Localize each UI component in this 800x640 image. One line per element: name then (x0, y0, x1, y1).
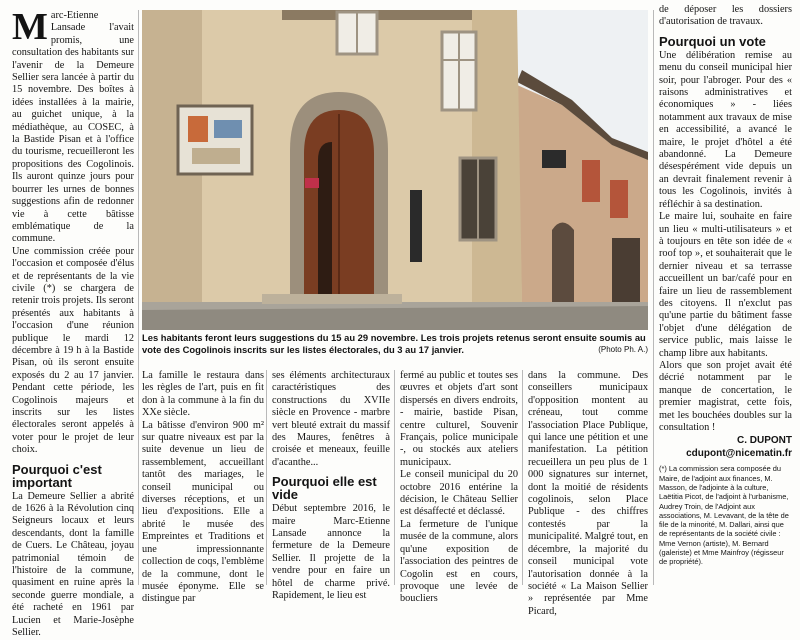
caption-text: Les habitants feront leurs suggestions du 15 au 29 novembre. Les trois projets retenus seront ensuite soumis au vote des Cogolinois inscrits sur les listes électorales, du 3 au 17 janvier. (142, 332, 646, 355)
section-heading: Pourquoi un vote (659, 33, 766, 49)
article-column-5 (528, 370, 648, 617)
drop-cap: M (12, 6, 48, 48)
column-divider (138, 10, 139, 585)
article-column-6 (659, 4, 792, 585)
paragraph: Alors que son projet avait été décrié notamment par le manque de concertation, le premier magistrat, cette fois, met les bouchées doubles sur la consultation ! (659, 359, 792, 433)
paragraph: Marc-Etienne Lansade l'avait promis, une consultation des habitants sur l'avenir de la Demeure Sellier sera lancée à partir du 15 novembre. Des boîtes à idées installées à la mairie, au guichet unique, à la médiathèque, au COSEC, à la Bastide Pisan et à l'office du tourisme, recueilleront les propositions des Cogolinois. Ils auront quinze jours pour bourrer les urnes de bonnes suggestions afin de redonner vie à cette bâtisse emblématique de la commune. (12, 6, 134, 245)
author-name: C. DUPONT (737, 435, 792, 447)
paragraph: Le conseil municipal du 20 octobre 2016 entérine la décision, le Château Sellier est désaffecté et déclassé. (400, 469, 518, 518)
column-divider (522, 370, 523, 585)
photo-caption (142, 332, 648, 355)
paragraph: ses éléments architecturaux caractéristiques des constructions du XVIIe siècle en Provence - marbre vert bleuté extrait du massif des Maures, fenêtres à croisée et meneaux, feuille d'acanthe... (272, 370, 390, 468)
building-photo (142, 10, 648, 330)
column-divider (653, 10, 654, 585)
paragraph: Une délibération remise au menu du conseil municipal hier soir, pour l'abroger. Pour des « raisons administratives et économiques » - liées notamment aux travaux de mise en accessibilité, a avancé le maire, le projet d'hôtel a été abandonné. La Demeure désespérément vide depuis un an devrait finalement revenir à tous les Cogolinois, invités à réfléchir à sa destination. (659, 49, 792, 210)
footnote: (*) La commission sera composée du Maire, de l'adjoint aux finances, M. Masson, de l'adjointe à la culture, Laëtitia Picot, de l'adjoint à l'urbanisme, Audrey Troin, de l'Adjoint aux associations, M. Levavant, de la tête de file de la minorité, M. Dallari, ainsi que de représentants de la société civile : Mme Vernon (artiste), M. Bernard (galeriste) et Mme Mainfroy (régisseur de propriété). (659, 464, 789, 567)
photo-credit: (Photo Ph. A.) (598, 344, 648, 354)
paragraph: La fermeture de l'unique musée de la commune, alors qu'une exposition de l'association des peintres de Cogolin est en cours, provoque une levée de boucliers (400, 518, 518, 605)
author-email[interactable]: cdupont@nicematin.fr (686, 448, 792, 460)
paragraph: fermé au public et toutes ses œuvres et objets d'art sont dispersés en divers endroits, - mairie, bastide Pisan, centre culturel, Souvenir Français, police municipale -, ou stockés aux ateliers municipaux. (400, 370, 518, 468)
paragraph: La bâtisse d'environ 900 m² sur quatre niveaux est par la suite devenue un lieu de rassemblement, accueillant tantôt des mariages, le conseil municipal ou diverses réceptions, et un lieu d'expositions. Elle a abrité le musée des Empreintes et Traditions et une impressionnante collection de coqs, l'emblème de la commune, dont le musée éponyme. Elle se distingue par (142, 419, 264, 605)
article-column-1 (12, 6, 134, 639)
article-column-2 (142, 370, 264, 605)
paragraph: dans la commune. Des conseillers municipaux d'opposition montent au créneau, tout comme l'association Place Publique, qui lance une pétition et une manifestation. La pétition recueillera un peu plus de 1 000 signatures sur internet, dont la moitié de résidents cogolinois, selon Place Publique - des chiffres contestés par la municipalité. Malgré tout, en décembre, la majorité du conseil municipal vote l'autorisation donnée à la société « La Maison Sellier » représentée par Mme Picard, (528, 370, 648, 617)
paragraph: La famille le restaura dans les règles de l'art, puis en fit don à la commune à la fin du XXe siècle. (142, 370, 264, 419)
paragraph: Une commission créée pour l'occasion et composée d'élus et de représentants de la vie civile (*) se chargera de retenir trois projets. Ils seront présentés aux habitants à l'occasion d'une réunion publique le mardi 12 décembre à 19 h à la Bastide Pisan, où ils seront ensuite exposés du 2 au 17 janvier. Pendant cette période, les Cogolinois majeurs et inscrits sur les listes électorales seront appelés à voter pour le projet de leur choix. (12, 245, 134, 456)
section-heading: Pourquoi c'est important (12, 461, 102, 490)
paragraph: Le maire lui, souhaite en faire un lieu « multi-utilisateurs » et à toujours en tête son idée de « roof top », et souhaiterait que le dernier niveau et sa terrasse accueillent un bar/café pour en faire un lieu de rassemblement des citoyens. Il n'exclut pas qu'une partie du bâtiment fasse l'objet d'une délégation de service public, mais laisse le champ libre aux habitants. (659, 211, 792, 359)
column-divider (266, 370, 267, 585)
paragraph: Début septembre 2016, le maire Marc-Etienne Lansade annonce la fermeture de la Demeure Sellier. Il projette de la vendre pour en faire un hôtel de charme privé. Rapidement, le lieu est (272, 503, 390, 602)
column-divider (394, 370, 395, 585)
section-heading: Pourquoi elle est vide (272, 474, 377, 503)
paragraph: La Demeure Sellier a abrité de 1626 à la Révolution cinq Seigneurs locaux et leurs descendants, dont la famille de Cuers. Le Château, joyau patrimonial témoin de l'histoire de la commune, quasiment en ruine après la seconde guerre mondiale, a été racheté en 1961 par Lucien et Marie-Josèphe Sellier. (12, 490, 134, 639)
photo-illustration (142, 10, 648, 330)
article-column-3 (272, 370, 390, 602)
paragraph: de déposer les dossiers d'autorisation de travaux. (659, 4, 792, 28)
article-column-4 (400, 370, 518, 605)
